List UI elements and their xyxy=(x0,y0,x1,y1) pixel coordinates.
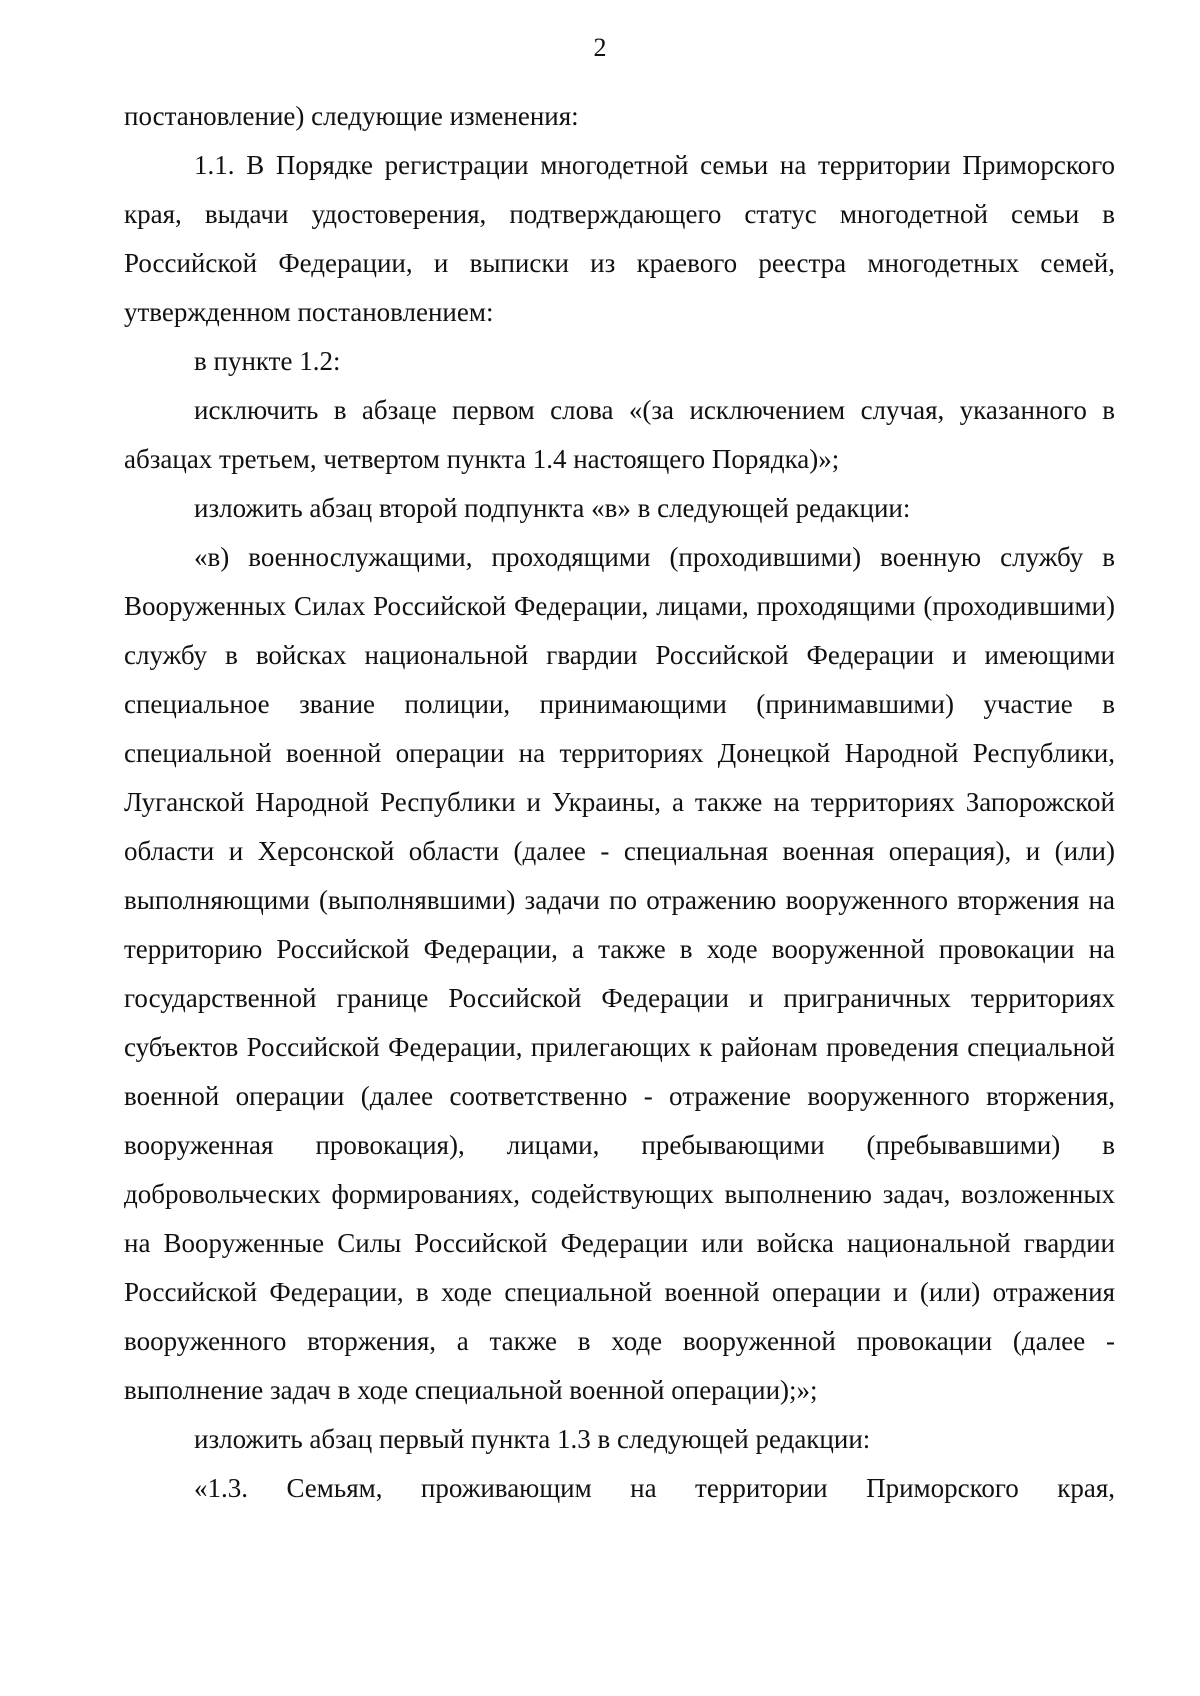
paragraph-point-1-3-text: «1.3. Семьям, проживающим на территории Приморского края, xyxy=(194,1473,1115,1503)
paragraph-exclude-words: исключить в абзаце первом слова «(за исключением случая, указанного в абзацах третьем, четвертом пункта 1.4 настоящего Порядка)»; xyxy=(124,395,1115,474)
document-body xyxy=(124,92,1115,1513)
paragraph-point-1-2: в пункте 1.2: xyxy=(194,346,341,376)
paragraph-intro-continuation: постановление) следующие изменения: xyxy=(124,101,579,131)
paragraph-restate-subitem-v: изложить абзац второй подпункта «в» в следующей редакции: xyxy=(194,493,911,523)
paragraph-item-1-1: 1.1. В Порядке регистрации многодетной семьи на территории Приморского края, выдачи удостоверения, подтверждающего статус многодетной семьи в Российской Федерации, и выписки из краевого реестра многодетных семей, утвержденном постановлением: xyxy=(124,150,1115,327)
paragraph-restate-point-1-3: изложить абзац первый пункта 1.3 в следующей редакции: xyxy=(194,1424,871,1454)
page-number: 2 xyxy=(593,33,607,62)
paragraph-subitem-v-text: «в) военнослужащими, проходящими (проходившими) военную службу в Вооруженных Силах Российской Федерации, лицами, проходящими (проходившими) службу в войсках национальной гвардии Российской Федерации и имеющими специальное звание полиции, принимающими (принимавшими) участие в специальной военной операции на территориях Донецкой Народной Республики, Луганской Народной Республики и Украины, а также на территориях Запорожской области и Херсонской области (далее - специальная военная операция), и (или) выполняющими (выполнявшими) задачи по отражению вооруженного вторжения на территорию Российской Федерации, а также в ходе вооруженной провокации на государственной границе Российской Федерации и приграничных территориях субъектов Российской Федерации, прилегающих к районам проведения специальной военной операции (далее соответственно - отражение вооруженного вторжения, вооруженная провокация), лицами, пребывающими (пребывавшими) в добровольческих формированиях, содействующих выполнению задач, возложенных на Вооруженные Силы Российской Федерации или войска национальной гвардии Российской Федерации, в ходе специальной военной операции и (или) отражения вооруженного вторжения, а также в ходе вооруженной провокации (далее - выполнение задач в ходе специальной военной операции);»; xyxy=(124,542,1115,1405)
